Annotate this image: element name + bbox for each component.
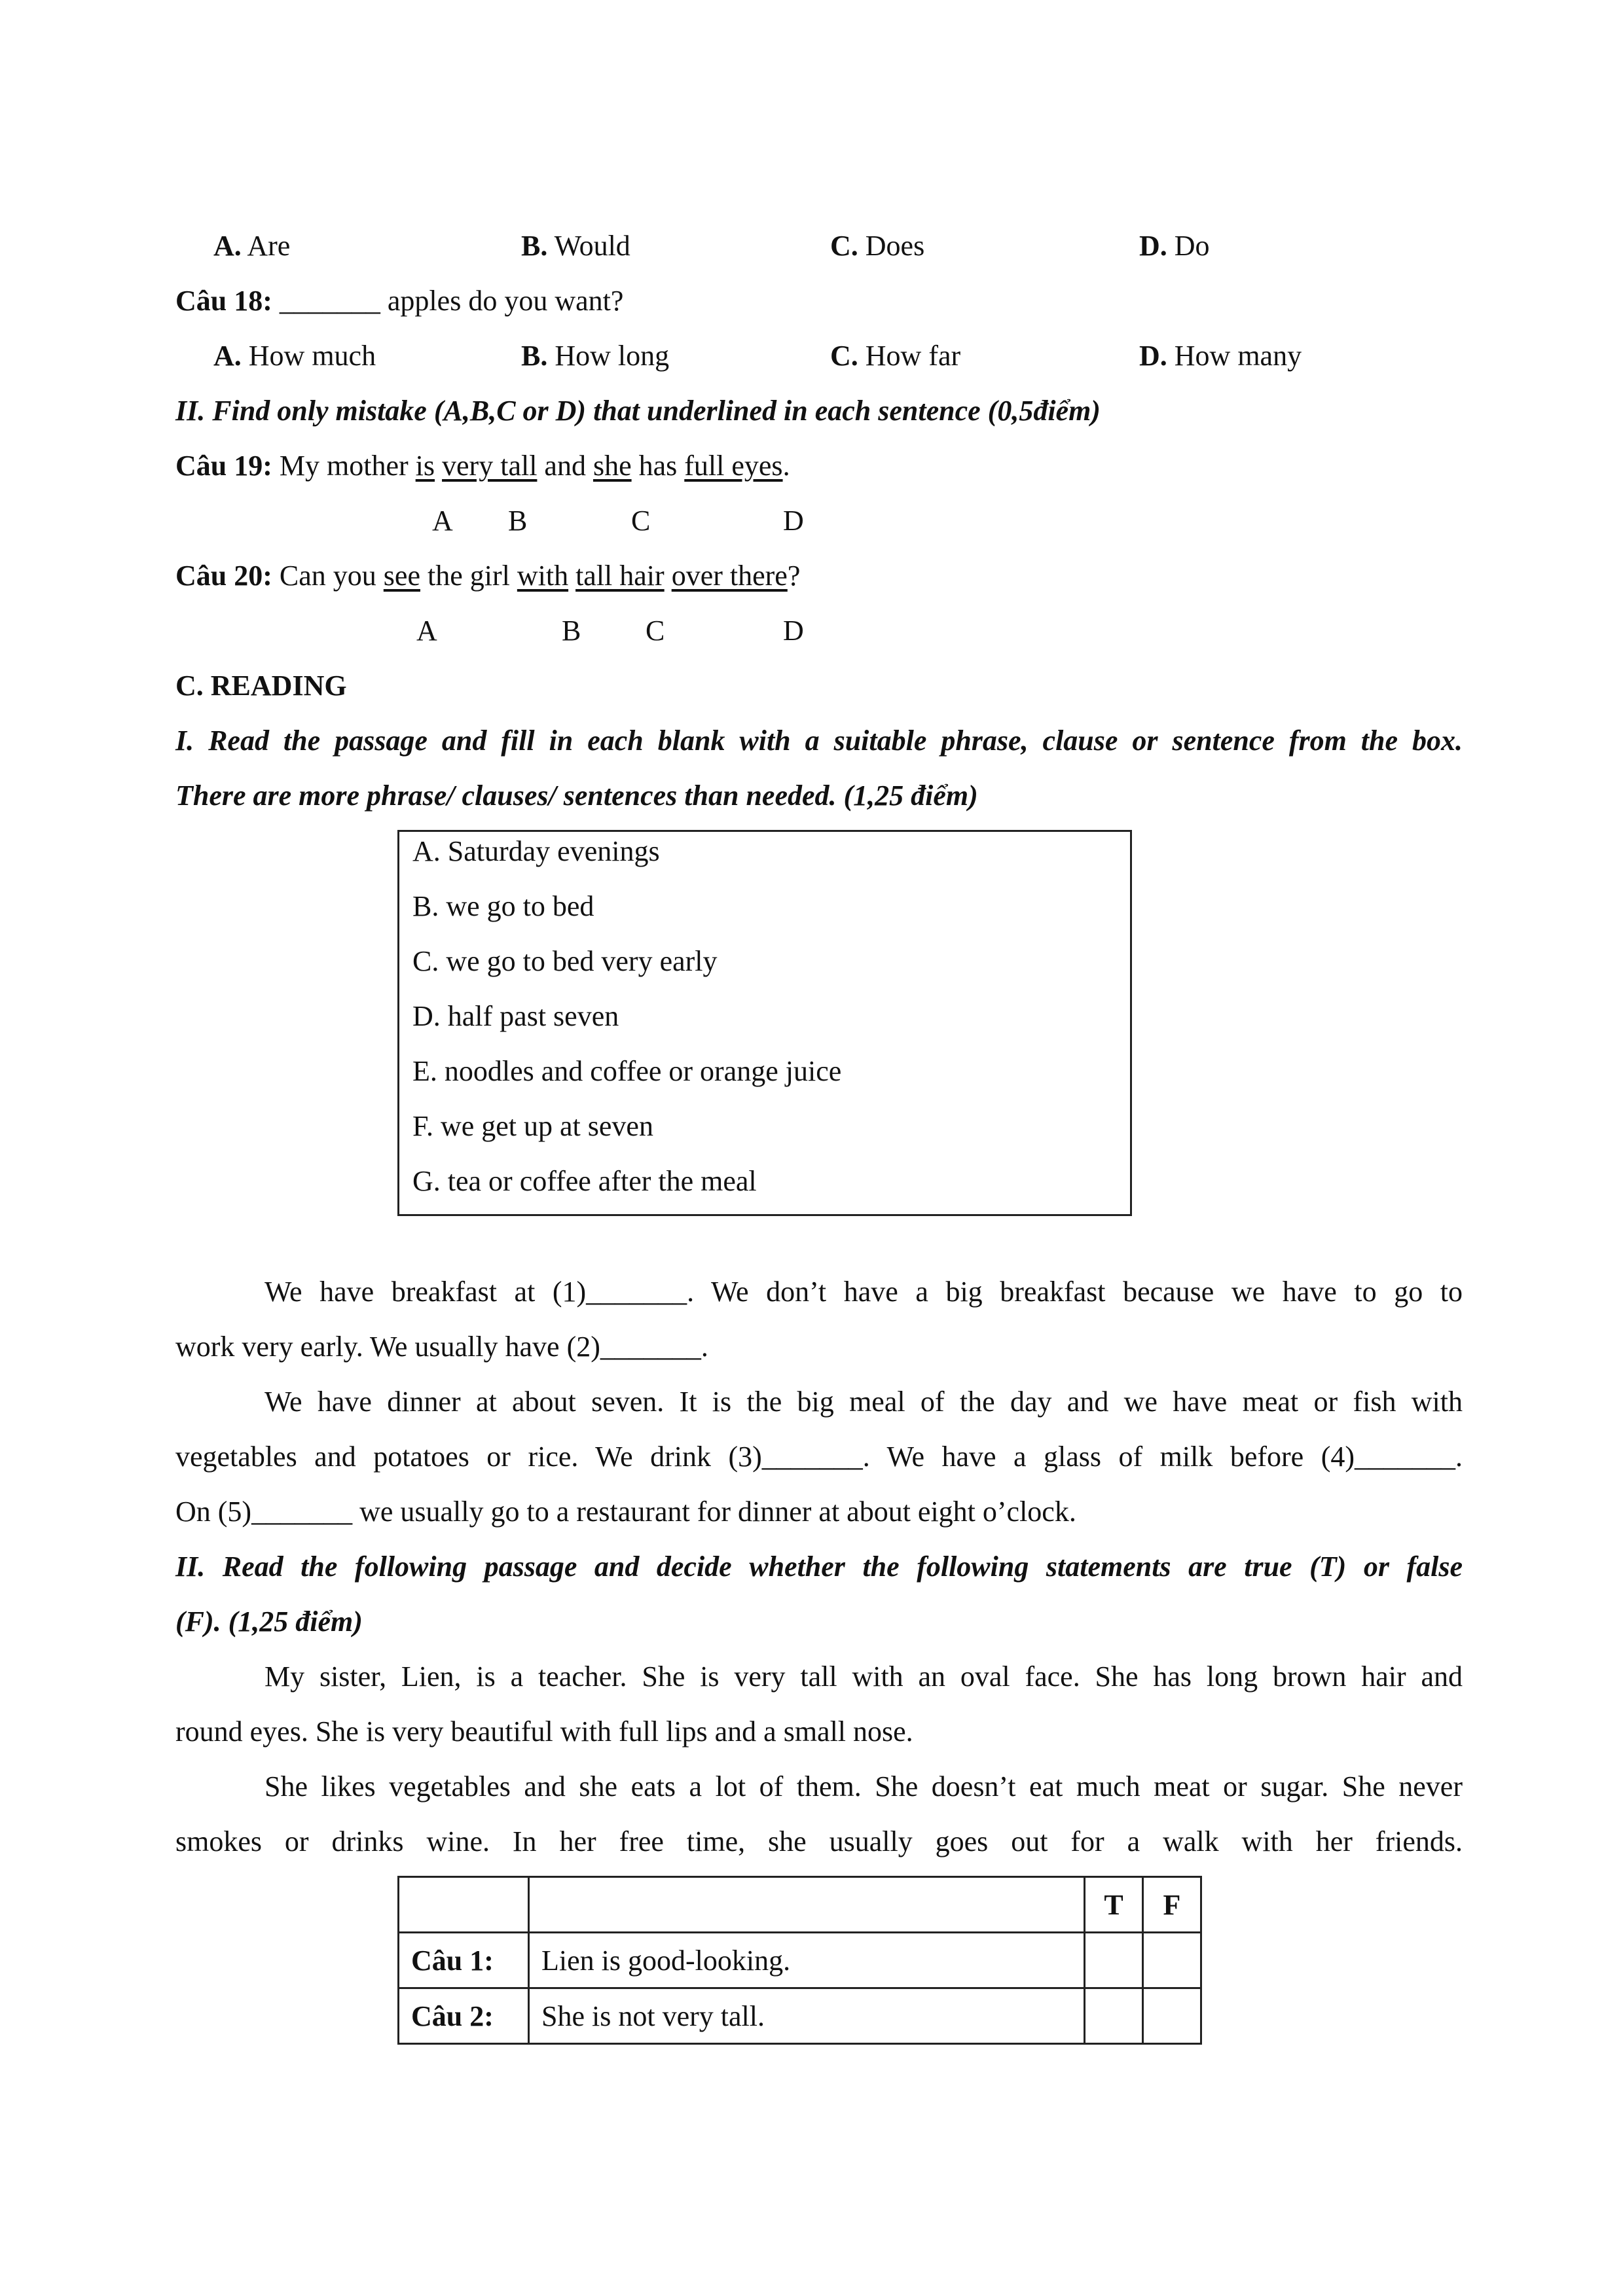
- underlined-part-b: very tall: [442, 450, 538, 482]
- box-item: F. we get up at seven: [412, 1110, 653, 1142]
- reading-part1-instruction-line2: There are more phrase/ clauses/ sentences than needed. (1,25 điểm): [175, 780, 978, 812]
- option-text: Are: [247, 230, 291, 262]
- passage1-line: On (5)_______ we usually go to a restaurant for dinner at about eight o’clock.: [175, 1496, 1076, 1528]
- sentence-text: has: [638, 450, 678, 482]
- passage2-line: round eyes. She is very beautiful with full lips and a small nose.: [175, 1715, 913, 1748]
- passage1-line: work very early. We usually have (2)_______.: [175, 1331, 708, 1363]
- option-letter: D.: [1139, 340, 1167, 372]
- table-header-row: [399, 1877, 1201, 1933]
- q17-option-c: [830, 228, 924, 264]
- passage1-line: We have breakfast at (1)_______. We don’t have a big breakfast because we have to go to: [264, 1276, 1463, 1308]
- passage1-line: vegetables and potatoes or rice. We drink (3)_______. We have a glass of milk before (4)_______.: [175, 1441, 1463, 1473]
- reading-part2-instruction-line2: (F). (1,25 điểm): [175, 1605, 363, 1638]
- row-label: Câu 1:: [399, 1933, 529, 1988]
- true-column-header: T: [1085, 1877, 1143, 1933]
- q18-option-c: [830, 338, 960, 374]
- q19-marker-a: A: [432, 505, 453, 537]
- reading-heading: C. READING: [175, 670, 347, 702]
- q20-marker-b: B: [562, 615, 581, 647]
- row-label: Câu 2:: [399, 1988, 529, 2044]
- box-item: B. we go to bed: [412, 890, 594, 922]
- sentence-text: ?: [787, 560, 801, 592]
- option-text: Do: [1174, 230, 1210, 262]
- q17-option-b: [521, 228, 630, 264]
- question-text: apples do you want?: [387, 285, 624, 317]
- true-false-table: [397, 1876, 1202, 2045]
- option-letter: C.: [830, 230, 858, 262]
- q19-sentence: [175, 448, 790, 484]
- true-answer-cell[interactable]: [1085, 1933, 1143, 1988]
- underlined-part-b: with: [517, 560, 569, 592]
- q20-sentence: [175, 558, 800, 594]
- option-letter: B.: [521, 230, 548, 262]
- q18-option-b: [521, 338, 669, 374]
- false-answer-cell[interactable]: [1143, 1988, 1201, 2044]
- option-text: Would: [554, 230, 630, 262]
- option-letter: C.: [830, 340, 858, 372]
- passage1-line: We have dinner at about seven. It is the big meal of the day and we have meat or fish with: [264, 1386, 1463, 1418]
- q18-option-d: [1139, 338, 1302, 374]
- section-mistake-heading: II. Find only mistake (A,B,C or D) that underlined in each sentence (0,5điểm): [175, 395, 1101, 427]
- box-item: A. Saturday evenings: [412, 835, 660, 867]
- q18-option-a: [213, 338, 376, 374]
- sentence-text: .: [782, 450, 790, 482]
- q19-marker-b: B: [508, 505, 528, 537]
- option-text: Does: [865, 230, 925, 262]
- false-column-header: F: [1143, 1877, 1201, 1933]
- question-label: Câu 20:: [175, 560, 272, 592]
- sentence-text: My mother: [279, 450, 409, 482]
- row-statement: She is not very tall.: [529, 1988, 1085, 2044]
- passage2-line: She likes vegetables and she eats a lot of them. She doesn’t eat much meat or sugar. She never: [264, 1770, 1463, 1803]
- q17-option-d: [1139, 228, 1210, 264]
- underlined-part-c: she: [593, 450, 632, 482]
- underlined-part-d: over there: [671, 560, 788, 592]
- q20-marker-c: C: [646, 615, 665, 647]
- sentence-text: and: [544, 450, 586, 482]
- reading-part2-instruction-line1: II. Read the following passage and decide whether the following statements are true (T) or false: [175, 1551, 1463, 1583]
- table-row: [399, 1988, 1201, 2044]
- phrase-box: [397, 830, 1132, 1216]
- question-label: Câu 18:: [175, 285, 272, 317]
- q19-marker-d: D: [783, 505, 804, 537]
- sentence-text: Can you: [279, 560, 376, 592]
- q20-marker-a: A: [416, 615, 437, 647]
- passage2-line: My sister, Lien, is a teacher. She is very tall with an oval face. She has long brown hair and: [264, 1660, 1463, 1693]
- q20-marker-d: D: [783, 615, 804, 647]
- table-cell: [399, 1877, 529, 1933]
- option-letter: A.: [213, 340, 242, 372]
- box-item: G. tea or coffee after the meal: [412, 1165, 757, 1197]
- option-text: How many: [1174, 340, 1302, 372]
- box-item: D. half past seven: [412, 1000, 619, 1032]
- table-row: [399, 1933, 1201, 1988]
- q19-marker-c: C: [631, 505, 651, 537]
- box-item: E. noodles and coffee or orange juice: [412, 1055, 842, 1087]
- option-text: How much: [248, 340, 376, 372]
- row-statement: Lien is good-looking.: [529, 1933, 1085, 1988]
- false-answer-cell[interactable]: [1143, 1933, 1201, 1988]
- sentence-text: the girl: [427, 560, 510, 592]
- underlined-part-a: see: [383, 560, 420, 592]
- reading-part1-instruction-line1: I. Read the passage and fill in each blank with a suitable phrase, clause or sentence from the box.: [175, 725, 1463, 757]
- question-label: Câu 19:: [175, 450, 272, 482]
- option-text: How far: [865, 340, 961, 372]
- passage2-line: smokes or drinks wine. In her free time, she usually goes out for a walk with her friends.: [175, 1825, 1463, 1857]
- table-cell: [529, 1877, 1085, 1933]
- underlined-part-c: tall hair: [575, 560, 665, 592]
- underlined-part-a: is: [415, 450, 435, 482]
- answer-blank: _______: [279, 285, 380, 317]
- q18-question: [175, 283, 623, 319]
- box-item: C. we go to bed very early: [412, 945, 718, 977]
- option-letter: D.: [1139, 230, 1167, 262]
- true-answer-cell[interactable]: [1085, 1988, 1143, 2044]
- option-letter: B.: [521, 340, 548, 372]
- q17-option-a: [213, 228, 290, 264]
- option-text: How long: [555, 340, 670, 372]
- underlined-part-d: full eyes: [684, 450, 783, 482]
- option-letter: A.: [213, 230, 242, 262]
